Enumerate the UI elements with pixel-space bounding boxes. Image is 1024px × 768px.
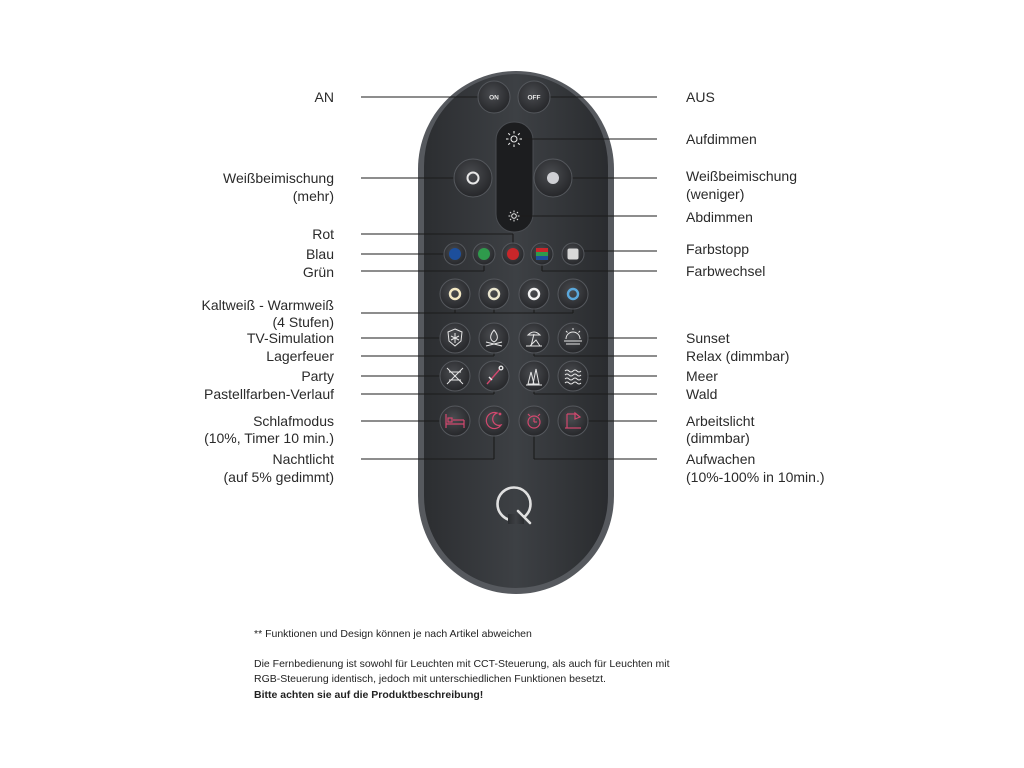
cct-button-2[interactable]	[479, 279, 509, 309]
color-change-button[interactable]	[531, 243, 553, 265]
white-more-button[interactable]	[454, 159, 492, 197]
label-white-less-1: Weißbeimischung	[686, 168, 798, 184]
label-schlaf-2: (10%, Timer 10 min.)	[204, 430, 334, 446]
label-farbstopp: Farbstopp	[686, 241, 750, 257]
green-button[interactable]	[473, 243, 495, 265]
label-arbeit-1: Arbeitslicht	[686, 413, 755, 429]
label-lagerfeuer: Lagerfeuer	[266, 348, 334, 364]
label-abdimmen: Abdimmen	[686, 209, 753, 225]
label-gruen: Grün	[302, 264, 334, 280]
blue-button[interactable]	[444, 243, 466, 265]
sunset-button[interactable]	[558, 323, 588, 353]
sleep-mode-button[interactable]	[440, 406, 470, 436]
label-aus: AUS	[686, 89, 715, 105]
pastel-gradient-button[interactable]	[479, 361, 509, 391]
on-button[interactable]	[478, 81, 510, 113]
label-white-less-2: (weniger)	[686, 186, 745, 202]
dot-icon	[547, 172, 559, 184]
label-nacht-2: (auf 5% gedimmt)	[223, 469, 334, 485]
color-stop-button[interactable]	[562, 243, 584, 265]
svg-text:OFF: OFF	[527, 94, 541, 102]
label-relax: Relax (dimmbar)	[686, 348, 790, 364]
label-rot: Rot	[312, 226, 334, 242]
label-blau: Blau	[305, 246, 334, 262]
note-line-3: RGB-Steuerung identisch, jedoch mit unterschiedlichen Funktionen besetzt.	[254, 673, 606, 685]
label-sunset: Sunset	[686, 330, 730, 346]
label-pastell: Pastellfarben-Verlauf	[204, 386, 334, 402]
label-arbeit-2: (dimmbar)	[686, 430, 750, 446]
note-disclaimer: ** Funktionen und Design können je nach Artikel abweichen	[254, 628, 532, 640]
note-line-2: Die Fernbedienung ist sowohl für Leuchten mit CCT-Steuerung, als auch für Leuchten mit	[254, 657, 670, 670]
campfire-button[interactable]	[479, 323, 509, 353]
red-button[interactable]	[502, 243, 524, 265]
label-cct-1: Kaltweiß - Warmweiß	[201, 297, 334, 313]
label-meer: Meer	[686, 368, 718, 384]
relax-button[interactable]	[519, 323, 549, 353]
label-farbwechsel: Farbwechsel	[686, 263, 766, 279]
label-aufwachen-1: Aufwachen	[686, 451, 756, 467]
wake-up-button[interactable]	[519, 406, 549, 436]
label-an: AN	[314, 89, 334, 105]
label-tv: TV-Simulation	[246, 330, 334, 346]
label-nacht-1: Nachtlicht	[272, 451, 334, 467]
label-cct-2: (4 Stufen)	[272, 314, 334, 330]
cct-button-3[interactable]	[519, 279, 549, 309]
label-white-more-1: Weißbeimischung	[222, 170, 334, 186]
svg-text:ON: ON	[489, 94, 499, 102]
label-schlaf-1: Schlafmodus	[253, 413, 334, 429]
cct-button-1[interactable]	[440, 279, 470, 309]
label-wald: Wald	[686, 386, 718, 402]
footnotes	[254, 627, 814, 703]
cct-button-4[interactable]	[558, 279, 588, 309]
forest-button[interactable]	[519, 361, 549, 391]
work-light-button[interactable]	[558, 406, 588, 436]
party-button[interactable]	[440, 361, 470, 391]
sea-button[interactable]	[558, 361, 588, 391]
night-light-button[interactable]	[479, 406, 509, 436]
white-less-button[interactable]	[534, 159, 572, 197]
tv-simulation-button[interactable]	[440, 323, 470, 353]
note-warning: Bitte achten sie auf die Produktbeschreibung!	[254, 688, 484, 701]
label-party: Party	[301, 368, 334, 384]
label-aufwachen-2: (10%-100% in 10min.)	[686, 469, 825, 485]
off-button[interactable]	[518, 81, 550, 113]
label-aufdimmen: Aufdimmen	[686, 131, 757, 147]
label-white-more-2: (mehr)	[292, 188, 334, 204]
stop-icon	[568, 249, 579, 260]
